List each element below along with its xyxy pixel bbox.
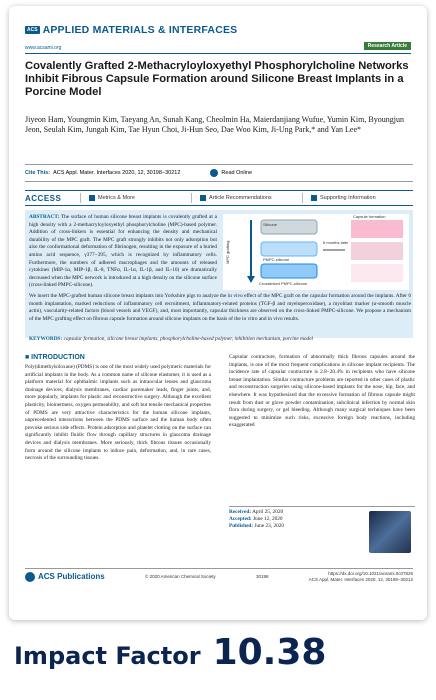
acs-publications-logo — [25, 572, 105, 582]
read-online-label: Read Online — [221, 170, 252, 176]
abstract-column — [29, 214, 217, 290]
acs-mark: ACS — [27, 27, 38, 33]
journal-url[interactable]: www.acsami.org — [25, 45, 62, 51]
abstract-heading: ABSTRACT: — [29, 214, 60, 220]
toc-capsule-label: Capsule formation — [353, 214, 386, 219]
recommendations-icon — [200, 195, 206, 201]
received-date: April 25, 2020 — [252, 509, 284, 515]
paper-title: Covalently Grafted 2-Methacryloyloxyethyl Phosphorylcholine Networks Inhibit Fibrous Capsule Formation around Silicone Breast Implants in a Porcine Model — [25, 60, 409, 99]
intro-column-1: Poly(dimethylsiloxane) (PDMS) is one of the most widely used polymeric materials for artificial implants in the body. As a common name of silicone elastomer, it is used as a platform material for ophthalmic implants such as intraocular lenses and glaucoma drainage devices, dialysis membranes, cardiac pacemaker leads, finger joints, and, more popularly, implants for plastic and reconstructive surgery. Although the excellent plasticity, bioinertness, oxygen permeability, and soft but tensile mechanical properties of PDMS are very attractive characteristics for the human silicone implants, unprecedented interactions between the PDMS surface and the human body often provoke serious side effects. Protein adsorption and platelet clotting on the surface can significantly inhibit fluidic flow through capillary structures in glaucoma drainage devices and dialysis membranes. More seriously, thick fibrous tissues occasionally form around the silicone implants to induce pain, deformation, and, in rare cases, necrosis of the surrounding tissues. — [25, 364, 211, 462]
impact-factor-value: 10.38 — [212, 632, 327, 673]
abstract-continued: We insert the MPC-grafted human silicone breast implants into Yorkshire pigs to analyze the in vivo effect of the MPC graft on the capsular formation around the implants. After 6 month implantation, marked reductions of inflammatory cell recruitment, inflammatory-related proteins (TGF-β and myeloperoxidase), a myoblast marker (α-smooth muscle actin), vascularity-related factors (blood vessels and VEGF), and, most importantly, capsular thickness are observed on the cross-linked PMPC-silicone. We propose a mechanism of the MPC grafting effect on fibrous capsule formation around silicone implants on the basis of the in vitro and in vivo results. — [29, 293, 411, 322]
toc-silicone-label: Silicone — [263, 222, 278, 227]
footer-citation: ACS Appl. Mater. Interfaces 2020, 12, 30198−30212 — [308, 576, 413, 582]
capsule-silicone — [351, 220, 403, 238]
metrics-label: Metrics & More — [98, 195, 135, 201]
header-divider — [25, 53, 411, 54]
accepted-label: Accepted: — [229, 516, 252, 522]
mpc-arrowhead — [247, 276, 255, 283]
page-footer — [25, 568, 413, 584]
page-number: 30198 — [255, 574, 269, 579]
read-online-icon — [210, 169, 218, 177]
metrics-icon — [89, 195, 95, 201]
journal-name: APPLIED MATERIALS & INTERFACES — [42, 24, 238, 36]
publisher-name: ACS Publications — [38, 572, 105, 581]
toc-figure — [223, 214, 409, 290]
intro-column-2: Capsular contracture, formation of abnormally thick fibrous capsules around the implants, is one of the most frequent complications in silicone implant recipients. The incidence rate of capsular contracture is 2.8−20.4% in recipients who have silicone breast implantation. Similar contracture problems are reported in other cases of plastic and reconstruction surgeries using silicone-based implants for the nose, hip, face, and elsewhere. It was hypothesized that the excessive formation of fibrous capsule might result from dust or glove powder contamination, subclinical infection by normal skin flora during surgery, or gel bleeding. Although many surgical techniques have been suggested to minimize such risks, excessive foreign body reactions, including exaggerated — [229, 354, 415, 429]
cite-text: ACS Appl. Mater. Interfaces 2020, 12, 30198−30212 — [53, 170, 181, 176]
paper-card — [9, 6, 427, 620]
accepted-date: June 12, 2020 — [252, 516, 283, 522]
author-list: Jiyeon Ham, Youngmin Kim, Taeyang An, Sunah Kang, Cheolmin Ha, Maierdanjiang Wufue, Yumin Kim, Byoungjun Jeon, Seulah Kim, Jungah Kim, Tae Hyun Choi, Ji-Hun Seo, Dae Woo Kim, Ji-Ung Park,* and Yan Lee* — [25, 115, 404, 135]
cover-thumbnail — [369, 511, 411, 553]
abstract-text: The surface of human silicone breast implants is covalently grafted at a high density with a 2-methacryloyloxyethyl phosphorylcholine (MPC)-based polymer. Addition of cross-linkers is essential for enhancing the density and mechanical durability of the MPC graft. The MPC graft strongly inhibits not only adsorption but also the conformational deformation of fibrinogen, resulting in the exposure of a buried amino acid sequence, γ377−395, which is recognized by inflammatory cells. Furthermore, the numbers of adhered macrophages and the amounts of released cytokines (MIP-1α, MIP-1β, IL-8, TNFα, IL-1α, IL-1β, and IL-10) are dramatically decreased when the MPC network is introduced at a high density on the silicone surface (cross-linked PMPC-silicone). — [29, 214, 217, 289]
intro-heading: ■ INTRODUCTION — [25, 354, 85, 361]
published-label: Published: — [229, 523, 254, 529]
toc-six-months-label: 6 months later — [323, 240, 349, 245]
acs-logo-icon — [25, 572, 35, 582]
crosslinked-sample — [261, 264, 317, 278]
access-bar — [25, 190, 413, 206]
impact-factor — [14, 632, 326, 673]
supporting-info-link[interactable] — [302, 193, 413, 203]
keywords-line — [29, 336, 411, 342]
copyright-text: © 2020 American Chemical Society — [145, 574, 216, 579]
supporting-label: Supporting Information — [320, 195, 376, 201]
keywords-label: KEYWORDS: — [29, 336, 63, 342]
footer-doi-block — [309, 571, 413, 583]
cite-label: Cite This: — [25, 170, 51, 176]
published-date: June 23, 2020 — [254, 523, 285, 529]
access-label: ACCESS — [25, 193, 62, 203]
toc-pmpc-label: PMPC-silicone — [263, 257, 290, 262]
supporting-icon — [311, 195, 317, 201]
toc-mpc-grafting-label: MPC grafting — [225, 240, 230, 264]
metrics-link[interactable] — [80, 193, 191, 203]
recommendations-link[interactable] — [191, 193, 302, 203]
citation-bar — [25, 164, 413, 182]
journal-header — [25, 24, 237, 36]
read-online-link[interactable] — [210, 169, 252, 177]
capsule-pmpc — [351, 242, 403, 260]
impact-factor-label: Impact Factor — [14, 642, 201, 670]
received-label: Received: — [229, 509, 252, 515]
keywords-text: capsular formation, silicone breast implants, phosphorylcholine-based polymer, inhibition mechanism, porcine model — [63, 336, 314, 342]
capsule-crosslinked — [351, 264, 403, 282]
toc-graphic — [223, 214, 409, 290]
pmpc-sample — [261, 242, 317, 256]
doi-link[interactable]: https://dx.doi.org/10.1021/acsami.0c07826 — [328, 570, 413, 576]
article-type-badge: Research Article — [364, 42, 411, 50]
recommendations-label: Article Recommendations — [209, 195, 272, 201]
toc-crosslinked-label: Crosslinked PMPC-silicone — [259, 281, 308, 286]
